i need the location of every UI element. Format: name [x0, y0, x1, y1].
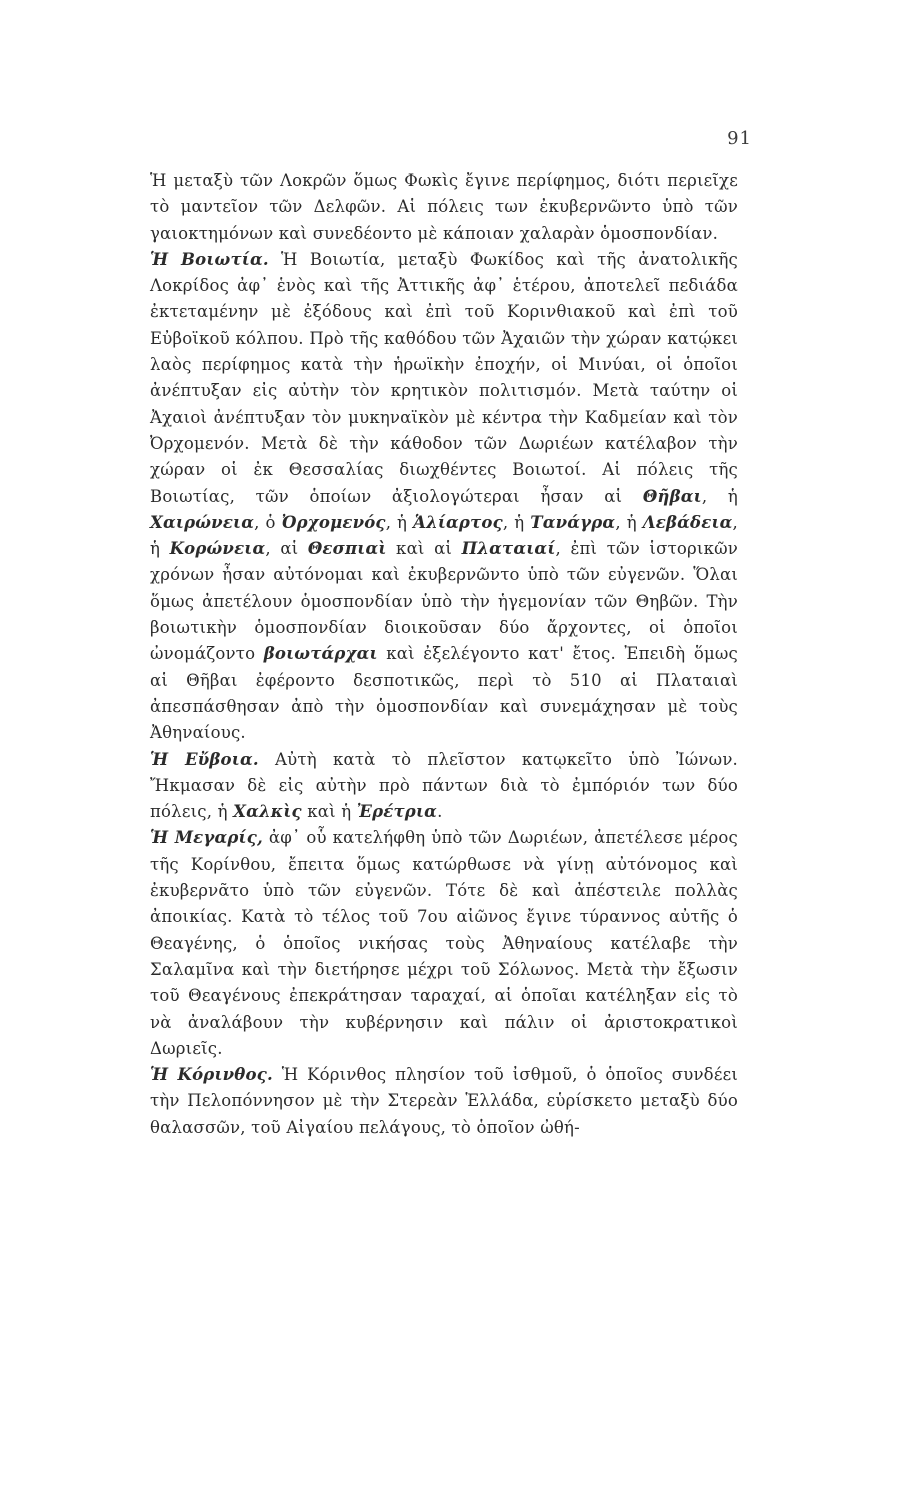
text-segment: καὶ ἡ [301, 802, 357, 822]
section-heading: Ἡ Μεγαρίς, [150, 828, 263, 848]
paragraph-corinth [150, 1062, 738, 1141]
emphasized-term: Χαιρώνεια [150, 512, 255, 532]
emphasized-term: Τανάγρα [530, 512, 616, 532]
emphasized-term: Θεσπιαὶ [307, 539, 387, 559]
text-segment: , ἡ [701, 486, 738, 506]
text-segment: Ἡ μεταξὺ τῶν Λοκρῶν ὅμως Φωκὶς ἔγινε περίφημος, διότι περιεῖχε τὸ μαντεῖον τῶν Δελφῶν. Αἱ πόλεις των ἐκυβερνῶντο ὑπὸ τῶν γαιοκτημόνων καὶ συνεδέοντο μὲ κάποιαν χαλαρὰν ὁμοσπονδίαν. [150, 171, 738, 243]
emphasized-term: βοιωτάρχαι [263, 644, 378, 664]
text-segment: Ἡ Κόρινθος πλησίον τοῦ ἰσθμοῦ, ὁ ὁποῖος συνδέει τὴν Πελοπόννησον μὲ τὴν Στερεὰν Ἑλλάδα, εὑρίσκετο μεταξὺ δύο θαλασσῶν, τοῦ Αἰγαίου πελάγους, τὸ ὁποῖον ὠθή- [150, 1065, 738, 1137]
section-heading: Ἡ Βοιωτία. [150, 249, 269, 269]
text-segment: , ἡ [385, 512, 414, 532]
emphasized-term: Χαλκὶς [233, 802, 302, 822]
body-text [150, 168, 738, 1141]
paragraph-euboea [150, 747, 738, 826]
text-segment: ἀφ᾿ οὗ κατελήφθη ὑπὸ τῶν Δωριέων, ἀπετέλεσε μέρος τῆς Κορίνθου, ἔπειτα ὅμως κατώρθωσε νὰ γίνῃ αὐτόνομος καὶ ἐκυβερνᾶτο ὑπὸ τῶν εὐγενῶν. Τότε δὲ καὶ ἀπέστειλε πολλὰς ἀποικίας. Κατὰ τὸ τέλος τοῦ 7ου αἰῶνος ἔγινε τύραννος αὐτῆς ὁ Θεαγένης, ὁ ὁποῖος νικήσας τοὺς Ἀθηναίους κατέλαβε τὴν Σαλαμῖνα καὶ τὴν διετήρησε μέχρι τοῦ Σόλωνος. Μετὰ τὴν ἔξωσιν τοῦ Θεαγένους ἐπεκράτησαν ταραχαί, αἱ ὁποῖαι κατέληξαν εἰς τὸ νὰ ἀναλάβουν τὴν κυβέρνησιν καὶ πάλιν οἱ ἀριστοκρατικοὶ Δωριεῖς. [150, 828, 738, 1058]
emphasized-term: Θῆβαι [642, 486, 702, 506]
text-segment: , ἡ [615, 512, 643, 532]
text-segment: καὶ ἐξελέγοντο κατ' ἔτος. Ἐπειδὴ ὅμως αἱ Θῆβαι ἐφέροντο δεσποτικῶς, περὶ τὸ 510 αἱ Πλαταιαὶ ἀπεσπάσθησαν ἀπὸ τὴν ὁμοσπονδίαν καὶ συνεμάχησαν μὲ τοὺς Ἀθηναίους. [150, 644, 738, 743]
text-segment: καὶ αἱ [386, 539, 462, 559]
page-number: 91 [727, 128, 752, 149]
section-heading: Ἡ Εὔβοια. [150, 749, 259, 769]
text-segment: Αὐτὴ κατὰ τὸ πλεῖστον κατῳκεῖτο ὑπὸ Ἰώνων. Ἤκμασαν δὲ εἰς αὐτὴν πρὸ πάντων διὰ τὸ ἐμπόριόν των δύο πόλεις, ἡ [150, 749, 738, 822]
emphasized-term: Ὀρχομενός [281, 512, 386, 532]
text-segment: , ἡ [502, 512, 531, 532]
emphasized-term: Λεβάδεια [642, 512, 733, 532]
emphasized-term: Ἐρέτρια [356, 802, 438, 822]
emphasized-term: Κορώνεια [169, 539, 266, 559]
paragraph-megaris [150, 825, 738, 1062]
text-segment: , ἡ [150, 512, 738, 559]
text-segment: , ὁ [254, 512, 282, 532]
text-segment: . [437, 802, 443, 822]
emphasized-term: Ἁλίαρτος [413, 512, 503, 532]
emphasized-term: Πλαταιαί [461, 539, 556, 559]
text-segment: Ἡ Βοιωτία, μεταξὺ Φωκίδος καὶ τῆς ἀνατολικῆς Λοκρίδος ἀφ᾿ ἑνὸς καὶ τῆς Ἀττικῆς ἀφ᾿ ἑτέρου, ἀποτελεῖ πεδιάδα ἐκτεταμένην μὲ ἐξόδους καὶ ἐπὶ τοῦ Κορινθιακοῦ καὶ ἐπὶ τοῦ Εὐβοϊκοῦ κόλπου. Πρὸ τῆς καθόδου τῶν Ἀχαιῶν τὴν χώραν κατῴκει λαὸς περίφημος κατὰ τὴν ἡρωϊκὴν ἐποχήν, οἱ Μινύαι, οἱ ὁποῖοι ἀνέπτυξαν εἰς αὐτὴν τὸν κρητικὸν πολιτισμόν. Μετὰ ταύτην οἱ Ἀχαιοὶ ἀνέπτυξαν τὸν μυκηναϊκὸν μὲ κέντρα τὴν Καδμείαν καὶ τὸν Ὀρχομενόν. Μετὰ δὲ τὴν κάθοδον τῶν Δωριέων κατέλαβον τὴν χώραν οἱ ἐκ Θεσσαλίας διωχθέντες Βοιωτοί. Αἱ πόλεις τῆς Βοιωτίας, τῶν ὁποίων ἀξιολογώτεραι ἦσαν αἱ [150, 249, 738, 506]
text-segment: , ἐπὶ τῶν ἱστορικῶν χρόνων ἦσαν αὐτόνομαι καὶ ἐκυβερνῶντο ὑπὸ τῶν εὐγενῶν. Ὅλαι ὅμως ἀπετέλουν ὁμοσπονδίαν ὑπὸ τὴν ἡγεμονίαν τῶν Θηβῶν. Τὴν βοιωτικὴν ὁμοσπονδίαν διοικοῦσαν δύο ἄρχοντες, οἱ ὁποῖοι ὠνομάζοντο [150, 539, 738, 664]
text-segment: , αἱ [265, 539, 308, 559]
paragraph-phocis [150, 168, 738, 247]
paragraph-boeotia [150, 247, 738, 747]
section-heading: Ἡ Κόρινθος. [150, 1065, 273, 1085]
